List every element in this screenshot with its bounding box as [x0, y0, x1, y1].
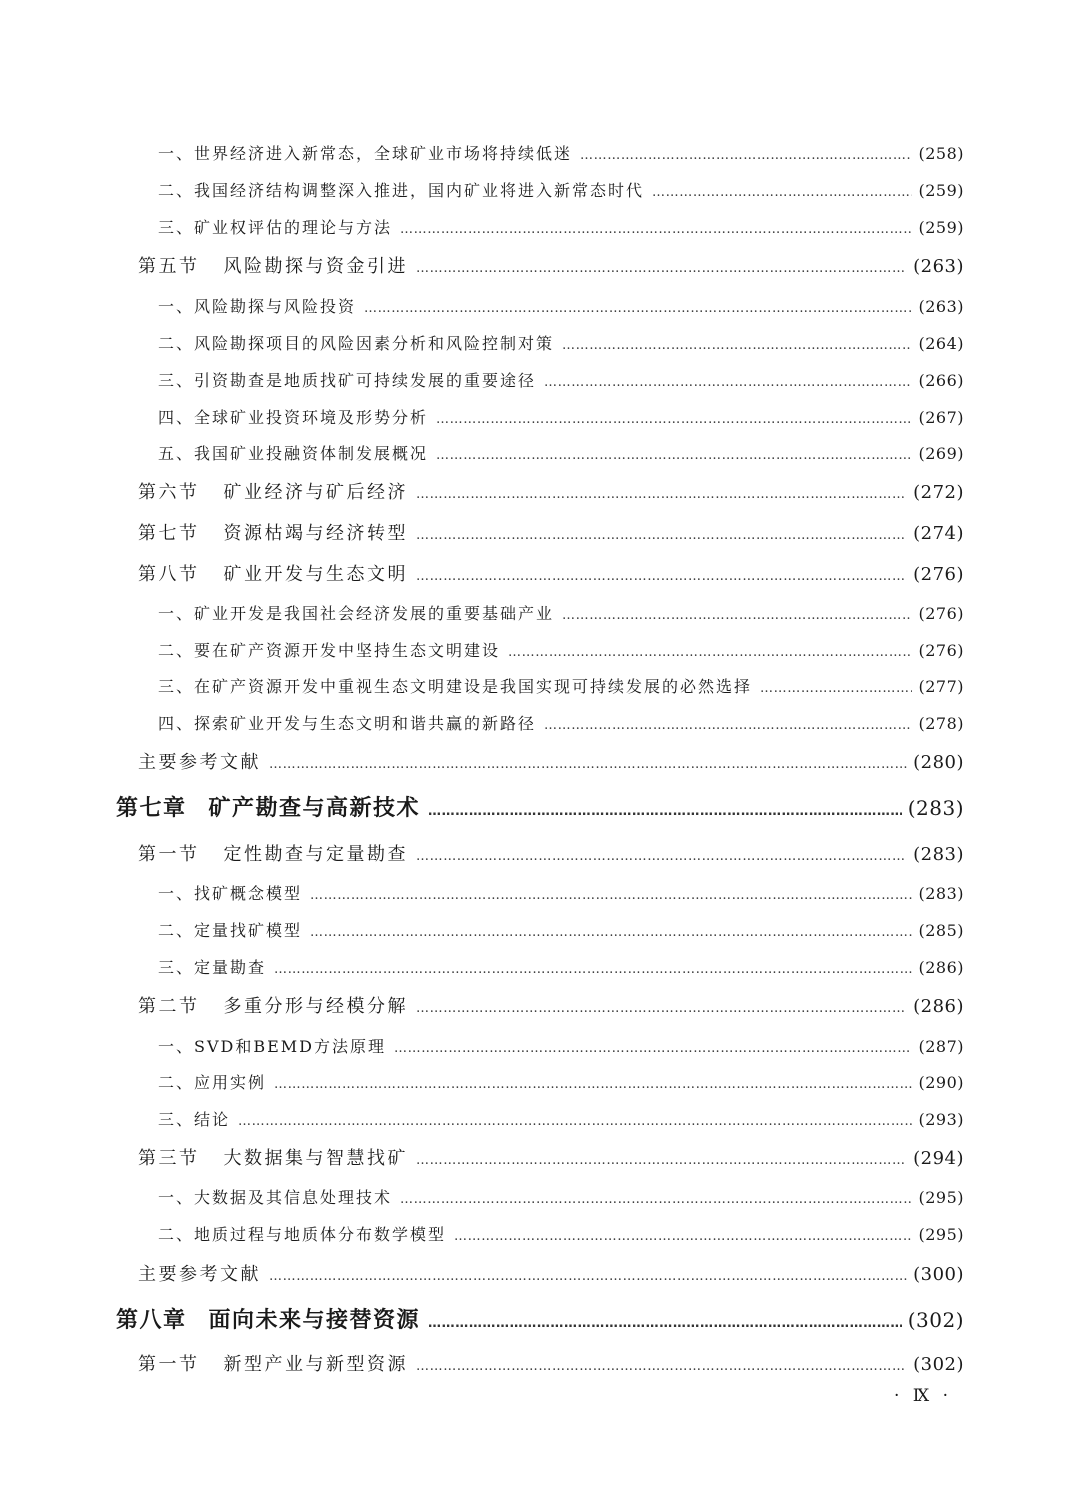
toc-subsection-entry[interactable] — [158, 405, 964, 427]
toc-page-number: (290) — [918, 1073, 964, 1092]
dot-leader — [580, 148, 912, 163]
toc-entry-title: 三、定量勘查 — [158, 958, 267, 977]
toc-page-number: (286) — [913, 996, 964, 1017]
dot-leader — [544, 718, 912, 733]
toc-page-number: (280) — [913, 752, 964, 773]
dot-leader — [416, 261, 907, 276]
toc-page-number: (287) — [918, 1037, 964, 1056]
toc-page-number: (266) — [918, 371, 964, 390]
toc-entry-label — [158, 1185, 392, 1208]
toc-entry-label — [138, 478, 408, 504]
toc-subsection-entry[interactable] — [158, 1070, 964, 1092]
toc-entry-title: 矿产勘查与高新技术 — [208, 796, 421, 821]
toc-entry-label — [138, 519, 408, 545]
toc-entry-label — [158, 294, 356, 317]
toc-page-number: (277) — [918, 677, 964, 696]
dot-leader — [508, 645, 912, 660]
toc-entry-label — [158, 955, 266, 978]
toc-entry-number: 第一节 — [138, 1354, 200, 1375]
dot-leader — [400, 1192, 912, 1207]
toc-chapter-entry[interactable] — [116, 791, 964, 819]
dot-leader — [416, 849, 907, 864]
toc-page-number: (267) — [918, 408, 964, 427]
toc-entry-title: 一、风险勘探与风险投资 — [158, 297, 357, 316]
toc-entry-title: 三、矿业权评估的理论与方法 — [158, 218, 393, 237]
toc-entry-label — [158, 711, 536, 734]
toc-entry-number: 第一节 — [138, 844, 200, 865]
toc-entry-title: 三、引资勘查是地质找矿可持续发展的重要途径 — [158, 371, 537, 390]
toc-subsection-entry[interactable] — [158, 331, 964, 353]
toc-page-number: (272) — [913, 482, 964, 503]
toc-section-entry[interactable] — [138, 478, 964, 502]
toc-entry-number: 第三节 — [138, 1148, 200, 1169]
toc-page-number: (264) — [918, 334, 964, 353]
dot-leader — [416, 487, 907, 502]
dot-leader — [416, 1001, 907, 1016]
dot-leader — [428, 804, 902, 819]
toc-entry-label — [138, 1144, 408, 1170]
toc-entry-title: 风险勘探与资金引进 — [223, 256, 408, 277]
toc-page-number: (276) — [913, 564, 964, 585]
toc-subsection-entry[interactable] — [158, 638, 964, 660]
toc-page-number: (259) — [918, 181, 964, 200]
toc-subsection-entry[interactable] — [158, 368, 964, 390]
toc-entry-number: 第五节 — [138, 256, 200, 277]
dot-leader — [416, 569, 907, 584]
toc-page-number: (302) — [907, 1308, 964, 1332]
toc-page-number: (274) — [913, 523, 964, 544]
toc-entry-label — [158, 215, 392, 238]
toc-entry-number: 第八节 — [138, 564, 200, 585]
toc-entry-title: 二、要在矿产资源开发中坚持生态文明建设 — [158, 641, 501, 660]
toc-subsection-entry[interactable] — [158, 215, 964, 237]
toc-entry-title: 一、SVD和BEMD方法原理 — [158, 1037, 386, 1056]
toc-subsection-entry[interactable] — [158, 294, 964, 316]
dot-leader — [238, 1114, 912, 1129]
toc-section-entry[interactable] — [138, 1260, 964, 1284]
toc-entry-label — [138, 1260, 261, 1286]
dot-leader — [436, 412, 912, 427]
dot-leader — [454, 1229, 912, 1244]
toc-entry-label — [158, 1107, 230, 1130]
toc-entry-label — [158, 601, 554, 624]
toc-entry-title: 一、世界经济进入新常态，全球矿业市场将持续低迷 — [158, 144, 573, 163]
toc-subsection-entry[interactable] — [158, 178, 964, 200]
toc-entry-title: 三、在矿产资源开发中重视生态文明建设是我国实现可持续发展的必然选择 — [158, 677, 753, 696]
dot-leader — [436, 448, 912, 463]
toc-entry-label — [158, 368, 536, 391]
toc-chapter-entry[interactable] — [116, 1303, 964, 1331]
dot-leader — [428, 1316, 902, 1331]
toc-page-number: (263) — [913, 256, 964, 277]
toc-entry-label — [116, 791, 420, 822]
dot-leader — [760, 681, 912, 696]
toc-entry-title: 二、地质过程与地质体分布数学模型 — [158, 1225, 447, 1244]
toc-entry-label — [158, 918, 302, 941]
toc-entry-number: 第六节 — [138, 482, 200, 503]
toc-entry-title: 多重分形与经模分解 — [223, 996, 408, 1017]
toc-entry-label — [158, 331, 554, 354]
toc-page-number: (300) — [913, 1264, 964, 1285]
toc-subsection-entry[interactable] — [158, 711, 964, 733]
toc-entry-label — [158, 674, 752, 697]
toc-subsection-entry[interactable] — [158, 955, 964, 977]
toc-page-number: (269) — [918, 444, 964, 463]
dot-leader — [310, 888, 912, 903]
toc-page-number: (295) — [918, 1225, 964, 1244]
toc-subsection-entry[interactable] — [158, 601, 964, 623]
toc-entry-title: 资源枯竭与经济转型 — [223, 523, 408, 544]
dot-leader — [400, 222, 912, 237]
toc-entry-number: 第七章 — [116, 796, 187, 821]
toc-section-entry[interactable] — [138, 748, 964, 772]
toc-entry-title: 一、找矿概念模型 — [158, 884, 303, 903]
toc-entry-label — [158, 441, 428, 464]
toc-entry-title: 一、矿业开发是我国社会经济发展的重要基础产业 — [158, 604, 555, 623]
toc-subsection-entry[interactable] — [158, 1107, 964, 1129]
toc-entry-label — [158, 1070, 266, 1093]
toc-entry-label — [158, 1034, 386, 1057]
toc-entry-label — [158, 1222, 446, 1245]
toc-subsection-entry[interactable] — [158, 141, 964, 163]
toc-entry-title: 一、大数据及其信息处理技术 — [158, 1188, 393, 1207]
toc-entry-title: 二、我国经济结构调整深入推进，国内矿业将进入新常态时代 — [158, 181, 645, 200]
toc-section-entry[interactable] — [138, 560, 964, 584]
toc-subsection-entry[interactable] — [158, 1222, 964, 1244]
dot-leader — [416, 528, 907, 543]
toc-page-number: (278) — [918, 714, 964, 733]
toc-entry-label — [138, 1350, 408, 1376]
dot-leader — [269, 757, 907, 772]
dot-leader — [274, 1077, 912, 1092]
toc-entry-number: 主要参考文献 — [138, 1264, 261, 1285]
toc-entry-number: 第七节 — [138, 523, 200, 544]
toc-subsection-entry[interactable] — [158, 1034, 964, 1056]
toc-entry-title: 四、探索矿业开发与生态文明和谐共赢的新路径 — [158, 714, 537, 733]
toc-entry-label — [158, 405, 428, 428]
dot-leader — [562, 608, 912, 623]
toc-section-entry[interactable] — [138, 519, 964, 543]
toc-entry-title: 二、应用实例 — [158, 1073, 267, 1092]
toc-subsection-entry[interactable] — [158, 881, 964, 903]
dot-leader — [274, 962, 912, 977]
toc-section-entry[interactable] — [138, 1144, 964, 1168]
dot-leader — [416, 1359, 907, 1374]
toc-page-number: (293) — [918, 1110, 964, 1129]
toc-entry-title: 三、结论 — [158, 1110, 231, 1129]
toc-entry-title: 二、风险勘探项目的风险因素分析和风险控制对策 — [158, 334, 555, 353]
toc-section-entry[interactable] — [138, 840, 964, 864]
toc-entry-label — [138, 252, 408, 278]
dot-leader — [416, 1153, 907, 1168]
toc-page-number: (283) — [913, 844, 964, 865]
toc-entry-label — [138, 748, 261, 774]
toc-subsection-entry[interactable] — [158, 1185, 964, 1207]
toc-entry-label — [158, 638, 500, 661]
toc-entry-title: 矿业开发与生态文明 — [223, 564, 408, 585]
toc-page-number: (294) — [913, 1148, 964, 1169]
toc-section-entry[interactable] — [138, 992, 964, 1016]
toc-entry-label — [138, 840, 408, 866]
toc-entry-title: 四、全球矿业投资环境及形势分析 — [158, 408, 429, 427]
dot-leader — [310, 925, 912, 940]
toc-page-number: (259) — [918, 218, 964, 237]
toc-entry-title: 定性勘查与定量勘查 — [223, 844, 408, 865]
toc-entry-number: 主要参考文献 — [138, 752, 261, 773]
toc-subsection-entry[interactable] — [158, 441, 964, 463]
toc-page-number: (263) — [918, 297, 964, 316]
toc-section-entry[interactable] — [138, 1350, 964, 1374]
toc-page-number: (258) — [918, 144, 964, 163]
toc-entry-label — [158, 141, 572, 164]
toc-page-number: (302) — [913, 1354, 964, 1375]
dot-leader — [562, 338, 912, 353]
toc-page-number: (283) — [918, 884, 964, 903]
page-number: · Ⅸ · — [894, 1386, 953, 1406]
toc-entry-label — [138, 992, 408, 1018]
dot-leader — [364, 301, 912, 316]
toc-entry-label — [158, 881, 302, 904]
toc-entry-title: 大数据集与智慧找矿 — [223, 1148, 408, 1169]
toc-subsection-entry[interactable] — [158, 918, 964, 940]
toc-entry-number: 第二节 — [138, 996, 200, 1017]
toc-subsection-entry[interactable] — [158, 674, 964, 696]
toc-page-number: (276) — [918, 604, 964, 623]
toc-page-number: (276) — [918, 641, 964, 660]
toc-section-entry[interactable] — [138, 252, 964, 276]
toc-entry-title: 二、定量找矿模型 — [158, 921, 303, 940]
dot-leader — [544, 375, 912, 390]
toc-page-number: (286) — [918, 958, 964, 977]
dot-leader — [652, 185, 912, 200]
dot-leader — [394, 1041, 912, 1056]
toc-entry-title: 矿业经济与矿后经济 — [223, 482, 408, 503]
toc-entry-title: 五、我国矿业投融资体制发展概况 — [158, 444, 429, 463]
dot-leader — [269, 1269, 907, 1284]
toc-entry-label — [138, 560, 408, 586]
toc-entry-label — [158, 178, 644, 201]
toc-page-number: (283) — [907, 796, 964, 820]
toc-entry-title: 新型产业与新型资源 — [223, 1354, 408, 1375]
toc-entry-title: 面向未来与接替资源 — [208, 1308, 421, 1333]
toc-entry-number: 第八章 — [116, 1308, 187, 1333]
toc-entry-label — [116, 1303, 420, 1334]
toc-page-number: (285) — [918, 921, 964, 940]
toc-page-number: (295) — [918, 1188, 964, 1207]
